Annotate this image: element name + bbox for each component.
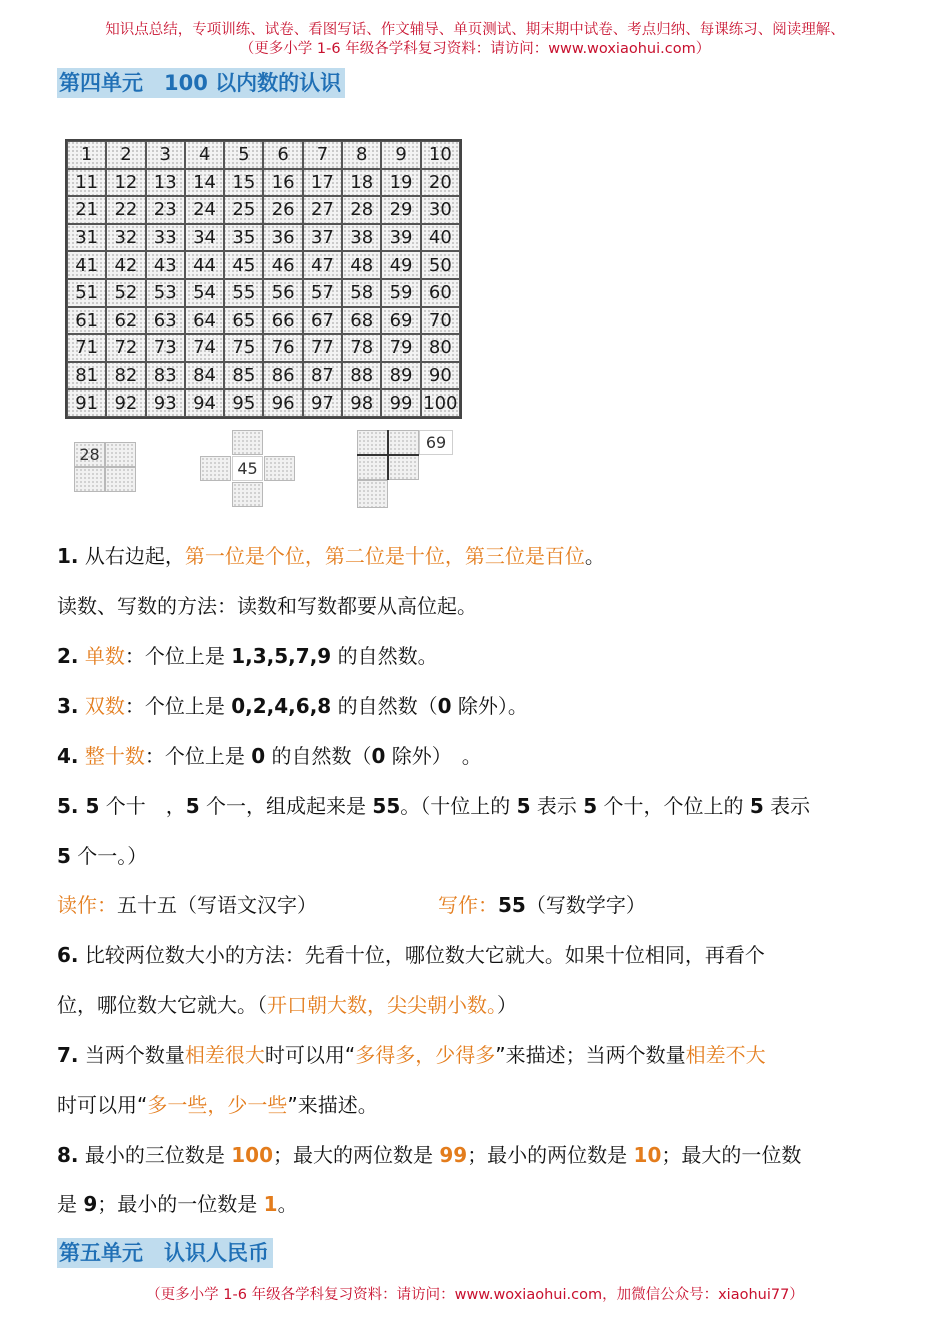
item-4-zero: 0: [251, 744, 266, 768]
hundred-chart-cell: 85: [224, 362, 263, 390]
write-label: 写作：: [438, 893, 498, 917]
hundred-chart-cell: 20: [421, 169, 460, 197]
item-8-text: ；最小的一位数是: [97, 1192, 264, 1216]
hundred-chart-cell: 22: [106, 196, 145, 224]
footer: （更多小学 1-6 年级各学科复习资料：请访问：www.woxiaohui.com，加微信公众号：xiaohui77）: [146, 1287, 804, 1303]
item-3-text: ：个位上是: [124, 694, 232, 718]
item-6-text: 比较两位数大小的方法：先看十位，哪位数大它就大。如果十位相同，再看个: [84, 943, 765, 967]
fragment-cell: [105, 467, 136, 492]
item-8-text: ；最大的一位数: [661, 1143, 802, 1167]
hundred-chart-cell: 6: [263, 141, 302, 169]
hundred-chart-cell: 93: [146, 389, 185, 417]
item-3-zero: 0: [437, 694, 452, 718]
hundred-chart-cell: 76: [263, 334, 302, 362]
fragment-cell: [74, 442, 105, 467]
hundred-chart-cell: 1: [67, 141, 106, 169]
hundred-chart-cell: 37: [303, 224, 342, 252]
fragment-cell: [105, 442, 136, 467]
item-8-value: 9: [83, 1192, 98, 1216]
item-5-text: 个十，个位上的: [597, 794, 750, 818]
fragment-cell: [388, 430, 419, 455]
hundred-chart-cell: 97: [303, 389, 342, 417]
hundred-chart-cell: 19: [381, 169, 420, 197]
hundred-chart-cell: 35: [224, 224, 263, 252]
item-7-text: 当两个数量: [84, 1043, 185, 1067]
fragment-69-value: 69: [425, 433, 447, 452]
item-8-text: 最小的三位数是: [84, 1143, 232, 1167]
item-2: [57, 641, 438, 671]
hundred-chart-cell: 23: [146, 196, 185, 224]
hundred-chart-cell: 14: [185, 169, 224, 197]
item-5-text: 表示: [763, 794, 811, 818]
header-line-2: （更多小学 1-6 年级各学科复习资料：请访问：www.woxiaohui.com）: [239, 41, 711, 57]
item-7-line-1: [57, 1040, 766, 1070]
fragment-cell: [74, 467, 105, 492]
fragment-cell: [357, 480, 388, 508]
item-5-text: 表示: [530, 794, 584, 818]
hundred-chart-cell: 44: [185, 251, 224, 279]
hundred-chart-cell: 63: [146, 307, 185, 335]
item-2-digits: 1,3,5,7,9: [231, 644, 332, 668]
item-8-text: 。: [277, 1192, 298, 1216]
hundred-chart-cell: 24: [185, 196, 224, 224]
item-3-text-2: 的自然数（: [331, 694, 438, 718]
item-7-text: 时可以用“: [264, 1043, 356, 1067]
item-7-text: 时可以用“: [57, 1093, 148, 1117]
item-4-zero-2: 0: [371, 744, 386, 768]
item-4-end: 除外） 。: [385, 744, 482, 768]
item-5-line-1: [57, 791, 810, 821]
item-1-highlight: 第一位是个位，第二位是十位，第三位是百位: [184, 544, 585, 568]
item-1: [57, 541, 605, 571]
hundred-chart-cell: 49: [381, 251, 420, 279]
item-6-number: 6.: [57, 943, 79, 967]
hundred-chart-cell: 7: [303, 141, 342, 169]
fragment-45: [200, 430, 296, 508]
item-5-line-2: [57, 841, 147, 871]
fragment-cell: [357, 430, 388, 455]
hundred-chart-cell: 77: [303, 334, 342, 362]
hundred-chart-cell: 4: [185, 141, 224, 169]
hundred-chart-cell: 81: [67, 362, 106, 390]
fragment-cell: [232, 430, 263, 455]
item-2-number: 2.: [57, 644, 79, 668]
hundred-chart: [65, 139, 462, 419]
item-7-highlight: 相差不大: [685, 1043, 766, 1067]
item-8-value: 1: [263, 1192, 278, 1216]
item-4-text-2: 的自然数（: [265, 744, 372, 768]
hundred-chart-cell: 100: [421, 389, 460, 417]
item-8-value: 10: [633, 1143, 662, 1167]
hundred-chart-cell: 56: [263, 279, 302, 307]
hundred-chart-cell: 15: [224, 169, 263, 197]
write-example: [438, 890, 646, 920]
hundred-chart-cell: 82: [106, 362, 145, 390]
hundred-chart-cell: 64: [185, 307, 224, 335]
hundred-chart-cell: 52: [106, 279, 145, 307]
hundred-chart-cell: 58: [342, 279, 381, 307]
item-8-text: ；最大的两位数是: [272, 1143, 440, 1167]
hundred-chart-cell: 90: [421, 362, 460, 390]
hundred-chart-cell: 40: [421, 224, 460, 252]
header-line-1: 知识点总结，专项训练、试卷、看图写话、作文辅导、单页测试、期末期中试卷、考点归纳、每课练习、阅读理解、: [105, 22, 845, 38]
hundred-chart-cell: 34: [185, 224, 224, 252]
item-6-text: 位，哪位数大它就大。（: [57, 993, 267, 1017]
hundred-chart-cell: 50: [421, 251, 460, 279]
hundred-chart-cell: 54: [185, 279, 224, 307]
hundred-chart-cell: 91: [67, 389, 106, 417]
hundred-chart-cell: 57: [303, 279, 342, 307]
item-5-text: 个一。）: [70, 844, 148, 868]
hundred-chart-cell: 53: [146, 279, 185, 307]
item-2-text: ：个位上是: [124, 644, 232, 668]
hundred-chart-cell: 78: [342, 334, 381, 362]
hundred-chart-cell: 47: [303, 251, 342, 279]
item-1-text: 从右边起，: [84, 544, 185, 568]
hundred-chart-cell: 86: [263, 362, 302, 390]
hundred-chart-cell: 9: [381, 141, 420, 169]
item-4-text: ：个位上是: [144, 744, 252, 768]
item-3-digits: 0,2,4,6,8: [231, 694, 332, 718]
hundred-chart-cell: 72: [106, 334, 145, 362]
fragment-28-value: 28: [79, 445, 100, 464]
hundred-chart-cell: 92: [106, 389, 145, 417]
hundred-chart-cell: 79: [381, 334, 420, 362]
hundred-chart-cell: 28: [342, 196, 381, 224]
hundred-chart-cell: 10: [421, 141, 460, 169]
hundred-chart-cell: 2: [106, 141, 145, 169]
hundred-chart-cell: 33: [146, 224, 185, 252]
item-3-end: 除外）。: [451, 694, 528, 718]
item-7-number: 7.: [57, 1043, 79, 1067]
read-text: 五十五（写语文汉字）: [117, 893, 317, 917]
hundred-chart-cell: 39: [381, 224, 420, 252]
hundred-chart-cell: 73: [146, 334, 185, 362]
hundred-chart-cell: 38: [342, 224, 381, 252]
hundred-chart-cell: 75: [224, 334, 263, 362]
item-5-digit: 5: [185, 794, 200, 818]
hundred-chart-cell: 18: [342, 169, 381, 197]
hundred-chart-cell: 67: [303, 307, 342, 335]
item-5-digit: 5: [749, 794, 764, 818]
item-6-line-2: [57, 990, 517, 1020]
unit4-title: 第四单元 100 以内数的认识: [57, 68, 345, 98]
hundred-chart-cell: 70: [421, 307, 460, 335]
fragment-28: [74, 442, 138, 496]
hundred-chart-cell: 94: [185, 389, 224, 417]
hundred-chart-cell: 51: [67, 279, 106, 307]
hundred-chart-cell: 87: [303, 362, 342, 390]
item-6-line-1: [57, 940, 765, 970]
item-5-number: 5. 5: [57, 794, 100, 818]
item-2-end: 的自然数。: [331, 644, 438, 668]
hundred-chart-cell: 80: [421, 334, 460, 362]
hundred-chart-cell: 17: [303, 169, 342, 197]
read-write-method: 读数、写数的方法：读数和写数都要从高位起。: [57, 594, 477, 618]
item-3-number: 3.: [57, 694, 79, 718]
hundred-chart-cell: 71: [67, 334, 106, 362]
hundred-chart-cell: 36: [263, 224, 302, 252]
item-4: [57, 741, 482, 771]
fragment-cell: [357, 455, 388, 480]
hundred-chart-cell: 27: [303, 196, 342, 224]
item-2-key: 单数: [84, 644, 125, 668]
hundred-chart-cell: 16: [263, 169, 302, 197]
item-7-text: ”来描述；当两个数量: [495, 1043, 686, 1067]
fragment-cell: [388, 455, 419, 480]
item-7-text: ”来描述。: [287, 1093, 378, 1117]
hundred-chart-cell: 59: [381, 279, 420, 307]
item-1-number: 1.: [57, 544, 79, 568]
hundred-chart-cell: 74: [185, 334, 224, 362]
hundred-chart-cell: 61: [67, 307, 106, 335]
hundred-chart-cell: 26: [263, 196, 302, 224]
hundred-chart-cell: 88: [342, 362, 381, 390]
hundred-chart-cell: 29: [381, 196, 420, 224]
item-3: [57, 691, 528, 721]
write-number: 55: [498, 893, 526, 917]
item-5-text: 个十 ，: [99, 794, 186, 818]
item-6-end: ）: [497, 993, 517, 1017]
hundred-chart-cell: 32: [106, 224, 145, 252]
item-8-number: 8.: [57, 1143, 79, 1167]
hundred-chart-cell: 95: [224, 389, 263, 417]
hundred-chart-cell: 3: [146, 141, 185, 169]
hundred-chart-cell: 83: [146, 362, 185, 390]
hundred-chart-cell: 42: [106, 251, 145, 279]
hundred-chart-cell: 99: [381, 389, 420, 417]
read-label: 读作：: [57, 893, 117, 917]
hundred-chart-cell: 98: [342, 389, 381, 417]
item-1-end: 。: [584, 544, 605, 568]
item-8-line-1: [57, 1140, 801, 1170]
item-5-digit: 5: [57, 844, 71, 868]
hundred-chart-cell: 11: [67, 169, 106, 197]
fragment-69-cross-h: [357, 454, 419, 456]
hundred-chart-cell: 12: [106, 169, 145, 197]
hundred-chart-cell: 31: [67, 224, 106, 252]
item-8-text: ；最小的两位数是: [467, 1143, 634, 1167]
hundred-chart-cell: 62: [106, 307, 145, 335]
item-8-value: 100: [231, 1143, 273, 1167]
hundred-chart-cell: 69: [381, 307, 420, 335]
unit5-title: 第五单元 认识人民币: [57, 1238, 273, 1268]
hundred-chart-cell: 60: [421, 279, 460, 307]
item-5-text: 个一，组成起来是: [199, 794, 373, 818]
hundred-chart-cell: 30: [421, 196, 460, 224]
item-7-highlight: 相差很大: [184, 1043, 265, 1067]
item-7-highlight: 多一些，少一些: [147, 1093, 288, 1117]
fragment-cell: [232, 456, 263, 481]
fragment-cell: [200, 456, 231, 481]
item-7-highlight: 多得多，少得多: [355, 1043, 496, 1067]
hundred-chart-cell: 66: [263, 307, 302, 335]
item-3-key: 双数: [84, 694, 125, 718]
item-5-digit: 55: [372, 794, 401, 818]
hundred-chart-cell: 48: [342, 251, 381, 279]
fragment-cell: [232, 482, 263, 507]
hundred-chart-cell: 21: [67, 196, 106, 224]
hundred-chart-cell: 84: [185, 362, 224, 390]
item-6-highlight: 开口朝大数，尖尖朝小数。: [267, 993, 497, 1017]
fragment-cell: [419, 430, 453, 455]
hundred-chart-cell: 68: [342, 307, 381, 335]
hundred-chart-cell: 13: [146, 169, 185, 197]
item-8-value: 99: [439, 1143, 468, 1167]
hundred-chart-cell: 46: [263, 251, 302, 279]
read-write-example: [57, 890, 317, 920]
fragment-45-value: 45: [237, 459, 258, 478]
hundred-chart-cell: 8: [342, 141, 381, 169]
item-5-digit: 5: [583, 794, 598, 818]
item-5-text: 。（十位上的: [400, 794, 517, 818]
item-8-text: 是: [57, 1192, 84, 1216]
hundred-chart-cell: 65: [224, 307, 263, 335]
hundred-chart-cell: 25: [224, 196, 263, 224]
fragment-cell: [264, 456, 295, 481]
fragment-69: [357, 430, 453, 508]
hundred-chart-cell: 55: [224, 279, 263, 307]
hundred-chart-cell: 5: [224, 141, 263, 169]
item-8-line-2: [57, 1189, 298, 1219]
write-text: （写数学字）: [525, 893, 646, 917]
hundred-chart-cell: 45: [224, 251, 263, 279]
hundred-chart-cell: 89: [381, 362, 420, 390]
item-7-line-2: [57, 1090, 378, 1120]
item-4-number: 4.: [57, 744, 79, 768]
hundred-chart-cell: 43: [146, 251, 185, 279]
item-4-key: 整十数: [84, 744, 145, 768]
hundred-chart-cell: 41: [67, 251, 106, 279]
item-5-digit: 5: [516, 794, 531, 818]
hundred-chart-cell: 96: [263, 389, 302, 417]
